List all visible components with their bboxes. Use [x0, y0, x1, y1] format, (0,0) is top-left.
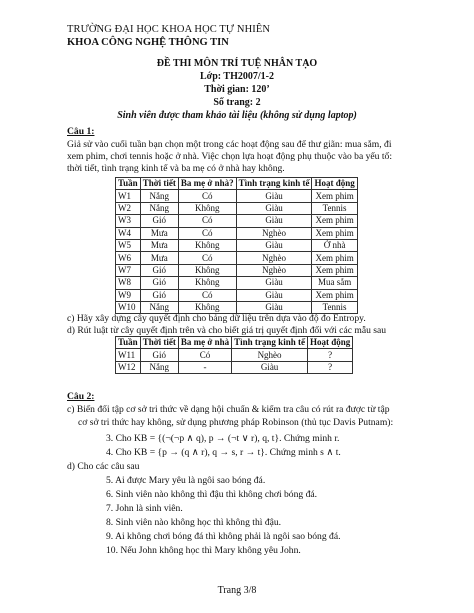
table-cell: Gió — [140, 215, 178, 227]
question-1-c: c) Hãy xây dựng cây quyết định cho bảng dữ liệu trên dựa vào độ đo Entropy. — [67, 313, 366, 324]
table-cell: Ở nhà — [312, 239, 357, 251]
list-item: 8. Sinh viên nào không học thì không thì đậu. — [106, 517, 282, 528]
question-1-label: Câu 1: — [67, 126, 95, 137]
table-cell: Nghèo — [236, 264, 312, 276]
table-row — [116, 227, 358, 239]
table-cell: Nắng — [140, 190, 178, 202]
table-cell: Xem phim — [312, 190, 357, 202]
table-cell: Mưa — [140, 252, 178, 264]
list-item: 9. Ai không chơi bóng đá thì không phải là ngôi sao bóng đá. — [106, 531, 341, 542]
table-cell: Xem phim — [312, 227, 357, 239]
table-cell: Mua sắm — [312, 277, 357, 289]
table-cell: ? — [307, 361, 352, 373]
table-cell: Giàu — [236, 301, 312, 313]
question-2-item-3: 3. Cho KB = {(¬(¬p ∧ q), p → (¬t ∨ r), q, t}. Chứng minh r. — [106, 433, 340, 444]
table-cell: Nắng — [140, 202, 178, 214]
table-cell: W4 — [116, 227, 141, 239]
table-cell: Xem phim — [312, 264, 357, 276]
table-cell: Mưa — [140, 239, 178, 251]
university-name: TRƯỜNG ĐẠI HỌC KHOA HỌC TỰ NHIÊN — [67, 24, 271, 35]
question-2-item-4: 4. Cho KB = {p → (q ∧ r), q → s, r → t}. Chứng minh s ∧ t. — [106, 447, 341, 458]
header-finance: Tình trạng kinh tế — [232, 337, 308, 349]
table-cell: Có — [178, 252, 236, 264]
table-cell: ? — [307, 349, 352, 361]
table-row — [116, 301, 358, 313]
list-item: 6. Sinh viên nào không thì đậu thì không chơi bóng đá. — [106, 489, 318, 500]
exam-class: Lớp: TH2007/1-2 — [200, 71, 274, 82]
data-table — [115, 177, 358, 314]
table-cell: W2 — [116, 202, 141, 214]
list-item: 10. Nếu John không học thì Mary không yêu John. — [106, 545, 301, 556]
header-weather: Thời tiết — [140, 178, 178, 190]
table-cell: Nắng — [140, 301, 178, 313]
table-cell: Có — [178, 289, 236, 301]
table-row — [116, 239, 358, 251]
table-cell: Không — [178, 239, 236, 251]
table-cell: Giàu — [236, 190, 312, 202]
table-cell: W10 — [116, 301, 141, 313]
table-cell: Không — [178, 277, 236, 289]
table-cell: Mưa — [140, 227, 178, 239]
table-cell: - — [178, 361, 231, 373]
table-row — [116, 252, 358, 264]
table-cell: Xem phim — [312, 289, 357, 301]
question-1-intro-3: thời tiết, tình trạng kinh tế và ba mẹ có ở nhà hay không. — [67, 163, 285, 174]
question-2-label: Câu 2: — [67, 391, 95, 402]
table-cell: Giàu — [236, 289, 312, 301]
table-cell: W6 — [116, 252, 141, 264]
table-cell: Có — [178, 190, 236, 202]
faculty-name: KHOA CÔNG NGHỆ THÔNG TIN — [67, 37, 229, 48]
question-2-c-2: cơ sở tri thức hay không, sử dụng phương pháp Robinson (thủ tục Davis Putnam): — [78, 417, 394, 428]
header-weather: Thời tiết — [140, 337, 178, 349]
page-number: Trang 3/8 — [217, 585, 257, 596]
table-cell: Gió — [140, 349, 178, 361]
table-row — [116, 349, 353, 361]
exam-pages: Số trang: 2 — [213, 97, 261, 108]
table-header-row — [116, 178, 358, 190]
table-cell: Có — [178, 215, 236, 227]
table-cell: Giàu — [236, 215, 312, 227]
table-cell: Gió — [140, 264, 178, 276]
table-cell: Gió — [140, 277, 178, 289]
list-item: 5. Ai được Mary yêu là ngôi sao bóng đá. — [106, 475, 266, 486]
table-cell: Giàu — [236, 202, 312, 214]
exam-time: Thời gian: 120’ — [204, 84, 270, 95]
table-cell: W9 — [116, 289, 141, 301]
table-cell: Nghèo — [236, 252, 312, 264]
table-cell: Xem phim — [312, 215, 357, 227]
table-cell: Giàu — [232, 361, 308, 373]
table-cell: Nghèo — [232, 349, 308, 361]
sample-table — [115, 336, 353, 374]
header-activity: Hoạt động — [307, 337, 352, 349]
table-cell: Có — [178, 227, 236, 239]
table-row — [116, 202, 358, 214]
table-cell: Không — [178, 202, 236, 214]
exam-title: ĐỀ THI MÔN TRÍ TUỆ NHÂN TẠO — [156, 58, 318, 69]
header-parents: Ba mẹ ở nhà — [178, 337, 231, 349]
table-row — [116, 361, 353, 373]
table-cell: Gió — [140, 289, 178, 301]
table-row — [116, 277, 358, 289]
list-item: 7. John là sinh viên. — [106, 503, 183, 514]
table-row — [116, 190, 358, 202]
question-2-d: d) Cho các câu sau — [67, 461, 140, 472]
table-cell: Nắng — [140, 361, 178, 373]
table-row — [116, 289, 358, 301]
question-2-c-1: c) Biến đổi tập cơ sở tri thức về dạng hội chuẩn & kiểm tra câu có rút ra được từ tập — [67, 404, 390, 415]
header-week: Tuần — [116, 178, 141, 190]
header-finance: Tình trạng kinh tế — [236, 178, 312, 190]
table-cell: W3 — [116, 215, 141, 227]
table-cell: Có — [178, 349, 231, 361]
table-row — [116, 215, 358, 227]
table-cell: Xem phim — [312, 252, 357, 264]
header-parents: Ba mẹ ở nhà? — [178, 178, 236, 190]
table-cell: Giàu — [236, 239, 312, 251]
table-header-row — [116, 337, 353, 349]
table-cell: W11 — [116, 349, 141, 361]
exam-note: Sinh viên được tham khảo tài liệu (không sử dụng laptop) — [117, 110, 357, 121]
table-cell: Nghèo — [236, 227, 312, 239]
header-week: Tuần — [116, 337, 141, 349]
table-cell: Không — [178, 264, 236, 276]
question-1-intro-1: Giả sử vào cuối tuần bạn chọn một trong các hoạt động sau để thư giãn: mua sắm, đi — [67, 139, 392, 150]
table-row — [116, 264, 358, 276]
table-cell: W12 — [116, 361, 141, 373]
question-1-d: d) Rút luật từ cây quyết định trên và cho biết giá trị quyết định đối với các mẫu sau — [67, 325, 387, 336]
header-activity: Hoạt động — [312, 178, 357, 190]
table-cell: W1 — [116, 190, 141, 202]
question-1-intro-2: xem phim, chơi tennis hoặc ở nhà. Việc chọn lựa hoạt động phụ thuộc vào ba yếu tố: — [67, 151, 392, 162]
table-cell: W7 — [116, 264, 141, 276]
table-cell: Không — [178, 301, 236, 313]
table-cell: Tennis — [312, 202, 357, 214]
table-cell: Giàu — [236, 277, 312, 289]
table-cell: W5 — [116, 239, 141, 251]
table-cell: Tennis — [312, 301, 357, 313]
table-cell: W8 — [116, 277, 141, 289]
